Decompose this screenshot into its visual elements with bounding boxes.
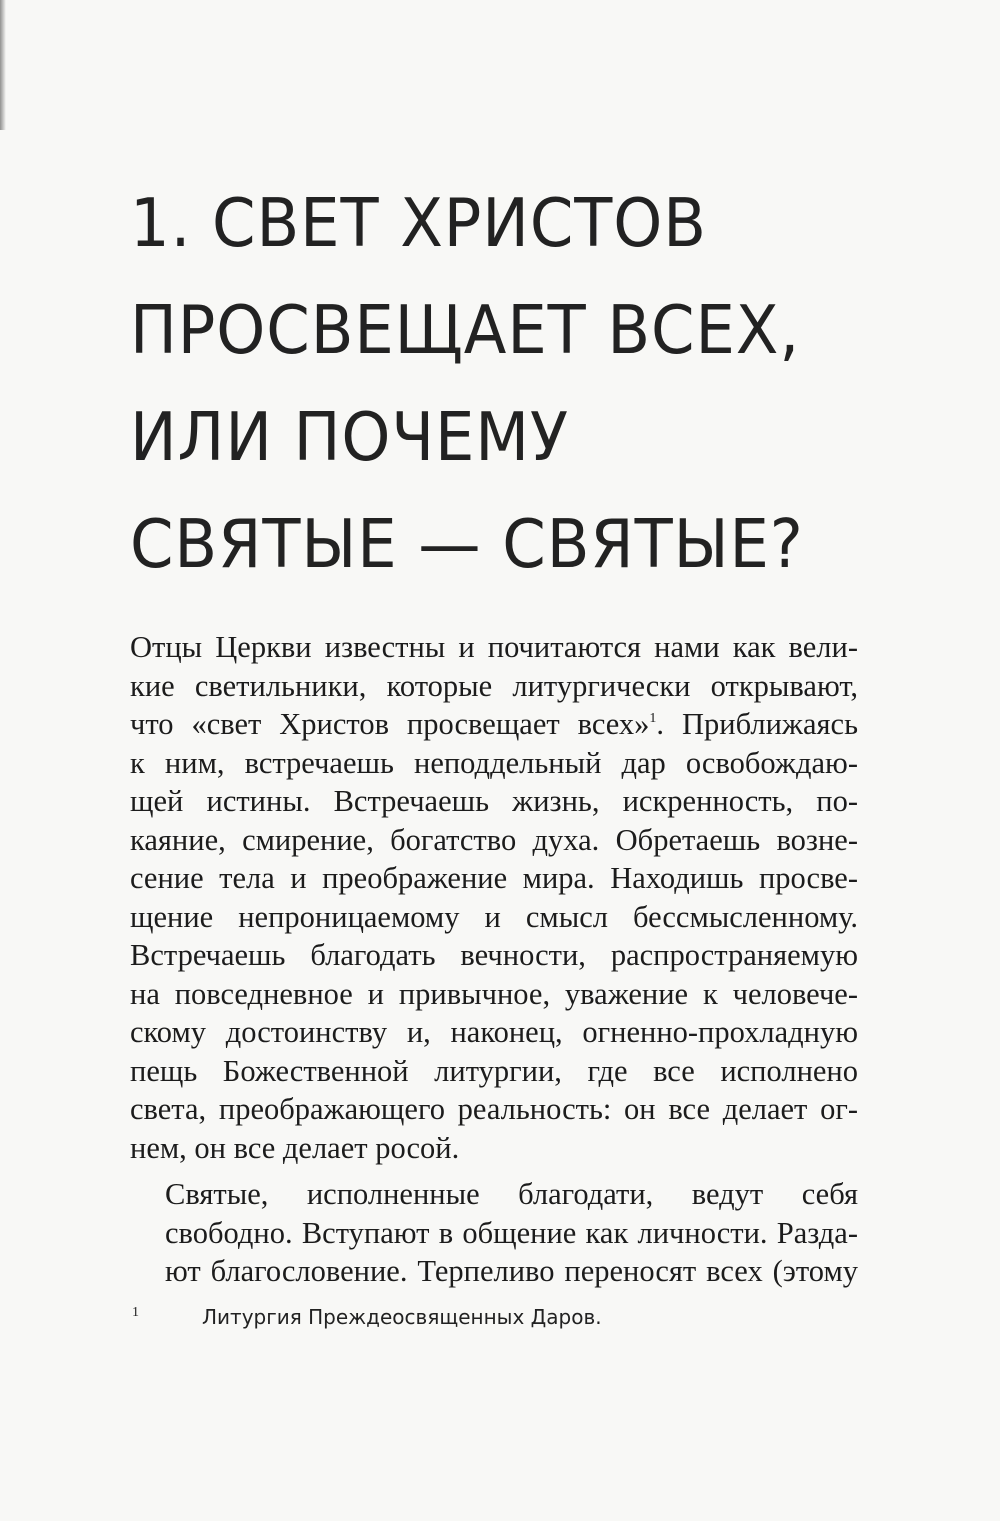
footnote-reference[interactable]: 1 xyxy=(649,711,657,726)
paragraph xyxy=(130,628,858,1167)
chapter-title-line: 1. СВЕТ ХРИСТОВ xyxy=(130,184,707,262)
text-line: Святые, исполненные благодати, ведут себя xyxy=(165,1177,858,1211)
text-line: пещь Божественной литургии, где все исполнено xyxy=(130,1053,858,1088)
text-line: ют благословение. Терпеливо переносят всех (этому xyxy=(165,1254,858,1288)
text-line: Отцы Церкви известны и почитаются нами как вели- xyxy=(130,630,858,664)
page-edge-shadow xyxy=(0,0,6,130)
text-line: нем, он все делает росой. xyxy=(130,1130,460,1165)
text-line: на повседневное и привычное, уважение к человече- xyxy=(130,976,858,1011)
text-line: каяние, смирение, богатство духа. Обретаешь возне- xyxy=(130,822,858,857)
text-line: свободно. Вступают в общение как личности. Разда- xyxy=(165,1215,858,1250)
text-line: к ним, встречаешь неподдельный дар освобождаю- xyxy=(130,745,858,780)
footnote-number: 1 xyxy=(132,1305,139,1320)
text-fragment: . Приближаясь xyxy=(656,707,858,741)
text-line: сение тела и преображение мира. Находишь просве- xyxy=(130,861,858,895)
text-line: щение непроницаемому и смысл бессмысленному. xyxy=(130,899,858,934)
text-line: щей истины. Встречаешь жизнь, искренность, по- xyxy=(130,784,858,818)
paragraph xyxy=(130,1175,858,1291)
chapter-title xyxy=(130,170,930,598)
footnote-text: Литургия Преждеосвященных Даров. xyxy=(202,1305,602,1329)
text-line: света, преображающего реальность: он все делает ог- xyxy=(130,1092,858,1126)
text-line xyxy=(130,705,858,744)
body-text xyxy=(130,628,858,1291)
text-line: Встречаешь благодать вечности, распространяемую xyxy=(130,938,858,972)
text-line: кие светильники, которые литургически открывают, xyxy=(130,668,858,703)
chapter-title-line: ПРОСВЕЩАЕТ ВСЕХ, xyxy=(130,291,801,369)
text-fragment: что «свет Христов просвещает всех» xyxy=(130,707,650,741)
text-line: скому достоинству и, наконец, огненно-прохладную xyxy=(130,1015,858,1049)
chapter-title-line: СВЯТЫЕ — СВЯТЫЕ? xyxy=(130,505,804,583)
chapter-title-line: ИЛИ ПОЧЕМУ xyxy=(130,398,569,476)
